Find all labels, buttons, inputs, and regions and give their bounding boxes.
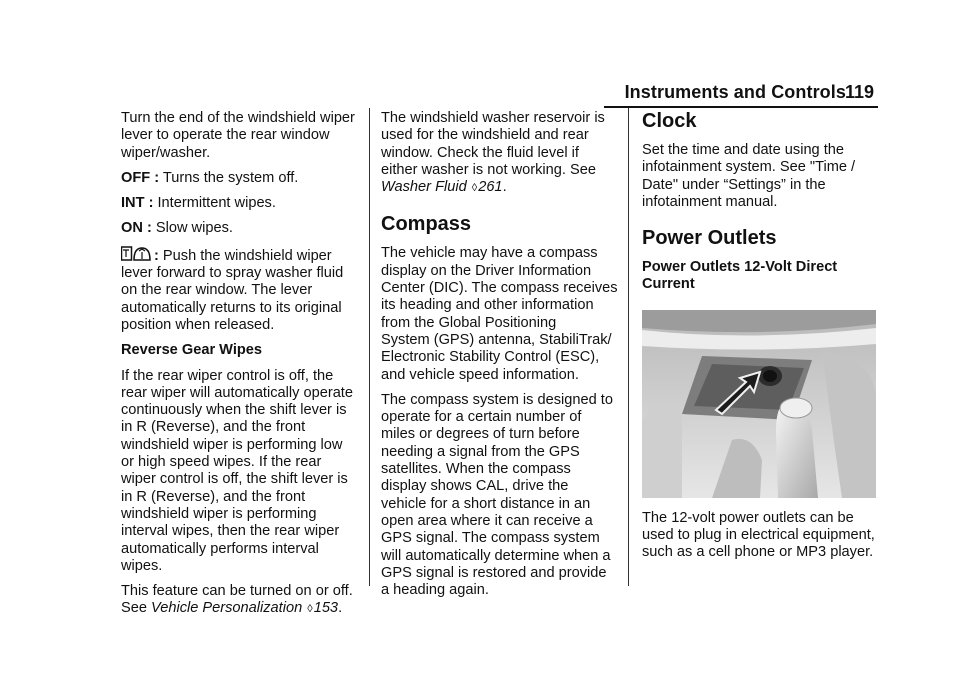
off-item: OFF : Turns the system off. [121, 169, 299, 186]
console-illustration [642, 310, 876, 498]
column-divider [628, 108, 629, 586]
power-outlets-paragraph: The 12-volt power outlets can be used to plug in electrical equipment, such as a cell phone or MP3 player. [642, 509, 875, 561]
compass-heading: Compass [381, 213, 472, 236]
on-item: ON : Slow wipes. [121, 220, 233, 237]
reverse-paragraph: If the rear wiper control is off, the rear wiper will automatically operate continuously when the shift lever is in R (Reverse), and the front windshield wiper is performing low or high speed wipes. If the rear wiper control is off, the shift lever is in R (Reverse), and the front windshield wiper is performing interval wipes, then the rear wiper automatically performs interval wipes. [121, 367, 353, 574]
feature-paragraph: This feature can be turned on or off. See Vehicle Personalization ◊153. [121, 583, 353, 617]
washer-reservoir-paragraph: The windshield washer reservoir is used for the windshield and rear window. Check the fluid level if either washer is not working. See Washer Fluid ◊261. [381, 110, 605, 196]
clock-paragraph: Set the time and date using the infotainment system. See "Time / Date" under “Settings” in the infotainment manual. [642, 142, 856, 210]
clock-heading: Clock [642, 110, 697, 132]
cross-reference-link[interactable]: Vehicle Personalization [151, 600, 303, 617]
int-item: INT : Intermittent wipes. [121, 195, 276, 212]
cross-reference-link[interactable]: Washer Fluid [381, 179, 467, 196]
power-outlets-subheading: Power Outlets 12-Volt Direct Current [642, 259, 838, 293]
header-rule [604, 106, 878, 108]
power-outlets-heading: Power Outlets [642, 227, 777, 250]
page-reference-arrow-icon: ◊ [471, 182, 478, 195]
page-header [0, 0, 960, 110]
column-divider [369, 108, 370, 586]
power-outlet-illustration [642, 310, 876, 498]
section-title: Instruments and Controls [624, 82, 846, 102]
intro-paragraph: Turn the end of the windshield wiper lever to operate the rear window wiper/washer. [121, 110, 355, 161]
rear-washer-icon [121, 246, 151, 262]
washer-item: : Push the windshield wiper lever forward to spray washer fluid on the rear window. The lever automatically returns to its original position when released. [121, 247, 344, 333]
page-reference-arrow-icon: ◊ [307, 603, 313, 616]
page-number: 119 [845, 82, 875, 102]
reverse-heading: Reverse Gear Wipes [121, 342, 263, 359]
column-2 [381, 110, 621, 607]
column-3 [642, 110, 882, 570]
compass-paragraph-1: The vehicle may have a compass display on the Driver Information Center (DIC). The compass receives its heading and other information from the Global Positioning System (GPS) antenna, StabiliTrak/ Electronic Stability Control (ESC), and vehicle speed information. [381, 245, 618, 383]
compass-paragraph-2: The compass system is designed to operate for a certain number of miles or degrees of turn before needing a signal from the GPS satellites. When the compass display shows CAL, drive the vehicle for a short distance in an open area where it can receive a GPS signal. The compass system will automatically determine when a GPS signal is restored and provide a heading again. [381, 391, 613, 599]
column-1 [121, 110, 361, 627]
